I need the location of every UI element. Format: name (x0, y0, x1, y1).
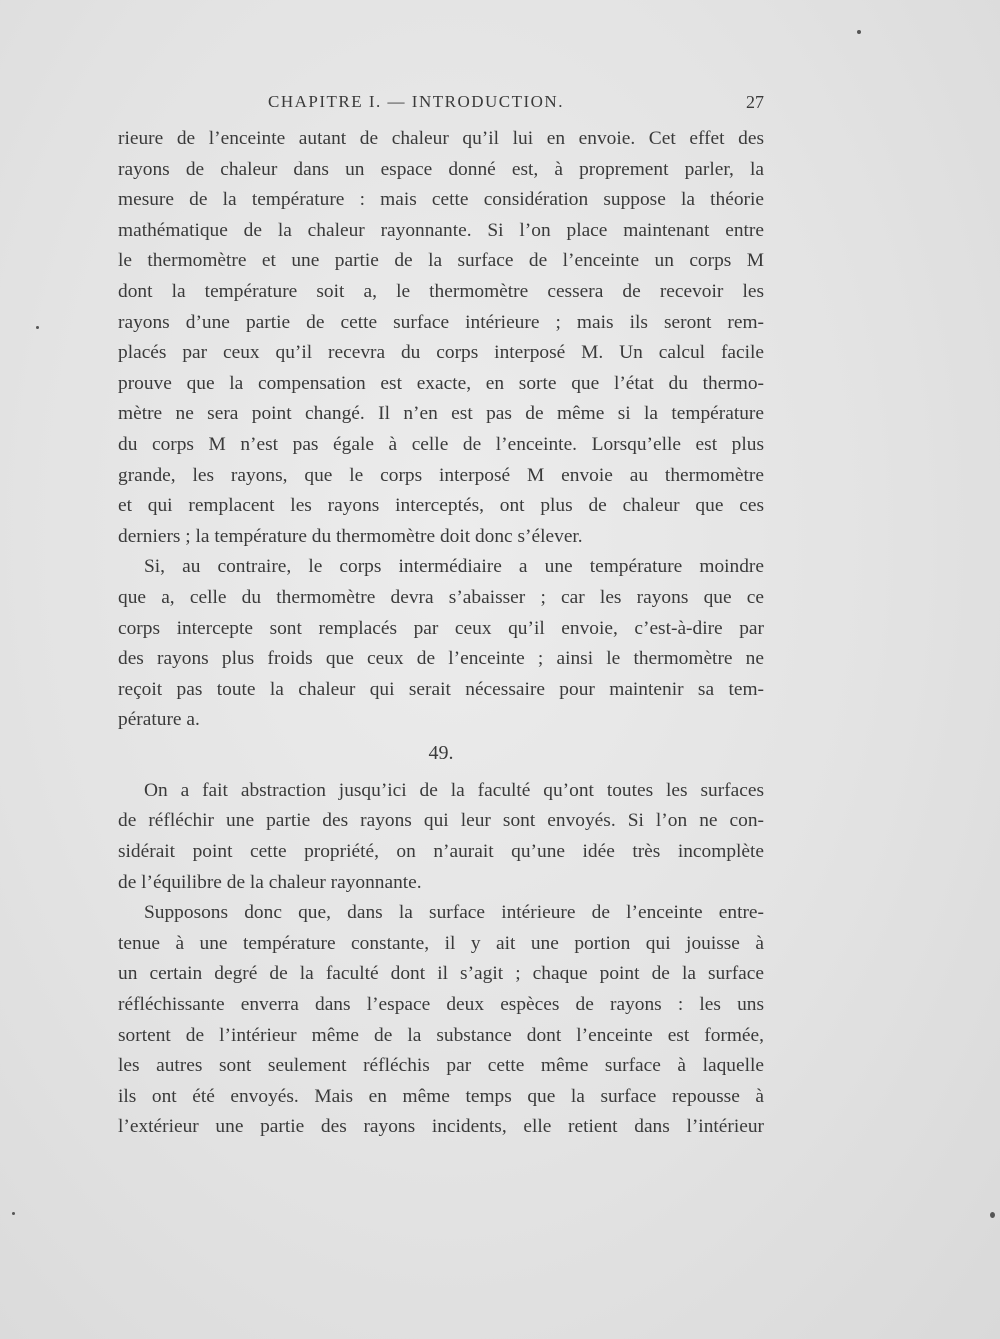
text-line: derniers ; la température du thermomètre doit donc s’élever. (118, 525, 583, 547)
text-line: rayons d’une partie de cette surface intérieure ; mais ils seront rem- (118, 311, 764, 333)
section-number: 49. (428, 741, 454, 764)
text-line: mètre ne sera point changé. Il n’en est pas de même si la température (118, 403, 764, 425)
text-line: que a, celle du thermomètre devra s’abaisser ; car les rayons que ce (118, 586, 764, 608)
text-line: mathématique de la chaleur rayonnante. Si l’on place maintenant entre (118, 219, 764, 241)
text-line: du corps M n’est pas égale à celle de l’enceinte. Lorsqu’elle est plus (118, 433, 764, 455)
text-line: sidérait point cette propriété, on n’aurait qu’une idée très incomplète (118, 841, 764, 863)
text-line: les autres sont seulement réfléchis par cette même surface à laquelle (118, 1055, 764, 1077)
text-line: de l’équilibre de la chaleur rayonnante. (118, 871, 422, 893)
text-line: l’extérieur une partie des rayons incidents, elle retient dans l’intérieur (118, 1116, 764, 1138)
text-line: rieure de l’enceinte autant de chaleur qu’il lui en envoie. Cet effet des (118, 128, 764, 149)
text-line: grande, les rayons, que le corps interposé M envoie au thermomètre (118, 464, 764, 486)
text-line: placés par ceux qu’il recevra du corps interposé M. Un calcul facile (118, 342, 764, 364)
paragraph (118, 898, 764, 1143)
ink-speck (12, 1212, 15, 1215)
paragraph (118, 552, 764, 736)
text-line: mesure de la température : mais cette considération suppose la théorie (118, 189, 764, 211)
text-line: Si, au contraire, le corps intermédiaire a une température moindre (144, 556, 764, 578)
running-title: CHAPITRE I. — INTRODUCTION. (268, 92, 564, 111)
text-line: le thermomètre et une partie de la surface de l’enceinte un corps M (118, 250, 764, 272)
text-line: Supposons donc que, dans la surface intérieure de l’enceinte entre- (144, 902, 764, 924)
text-line: un certain degré de la faculté dont il s’agit ; chaque point de la surface (118, 963, 764, 985)
text-line: dont la température soit a, le thermomètre cessera de recevoir les (118, 280, 764, 302)
page-body (118, 124, 764, 1143)
text-line: sortent de l’intérieur même de la substance dont l’enceinte est formée, (118, 1024, 764, 1046)
ink-speck (36, 326, 39, 329)
paragraph (118, 124, 764, 552)
text-line: reçoit pas toute la chaleur qui serait nécessaire pour maintenir sa tem- (118, 678, 764, 700)
text-line: On a fait abstraction jusqu’ici de la faculté qu’ont toutes les surfaces (144, 779, 764, 801)
text-line: pérature a. (118, 709, 200, 731)
text-line: de réfléchir une partie des rayons qui leur sont envoyés. Si l’on ne con- (118, 810, 764, 832)
ink-speck (857, 30, 861, 34)
text-line: corps intercepte sont remplacés par ceux qu’il envoie, c’est-à-dire par (118, 617, 764, 639)
text-line: et qui remplacent les rayons interceptés, ont plus de chaleur que ces (118, 495, 764, 517)
ink-speck (990, 1212, 995, 1218)
page-number: 27 (746, 92, 764, 112)
text-line: des rayons plus froids que ceux de l’enceinte ; ainsi le thermomètre ne (118, 648, 764, 670)
paragraph (118, 776, 764, 898)
text-line: prouve que la compensation est exacte, en sorte que l’état du thermo- (118, 372, 764, 394)
text-line: ils ont été envoyés. Mais en même temps que la surface repousse à (118, 1085, 764, 1107)
page-header (118, 92, 764, 118)
text-line: réfléchissante enverra dans l’espace deux espèces de rayons : les uns (118, 994, 764, 1016)
text-line: tenue à une température constante, il y ait une portion qui jouisse à (118, 932, 764, 954)
text-line: rayons de chaleur dans un espace donné est, à proprement parler, la (118, 158, 764, 180)
